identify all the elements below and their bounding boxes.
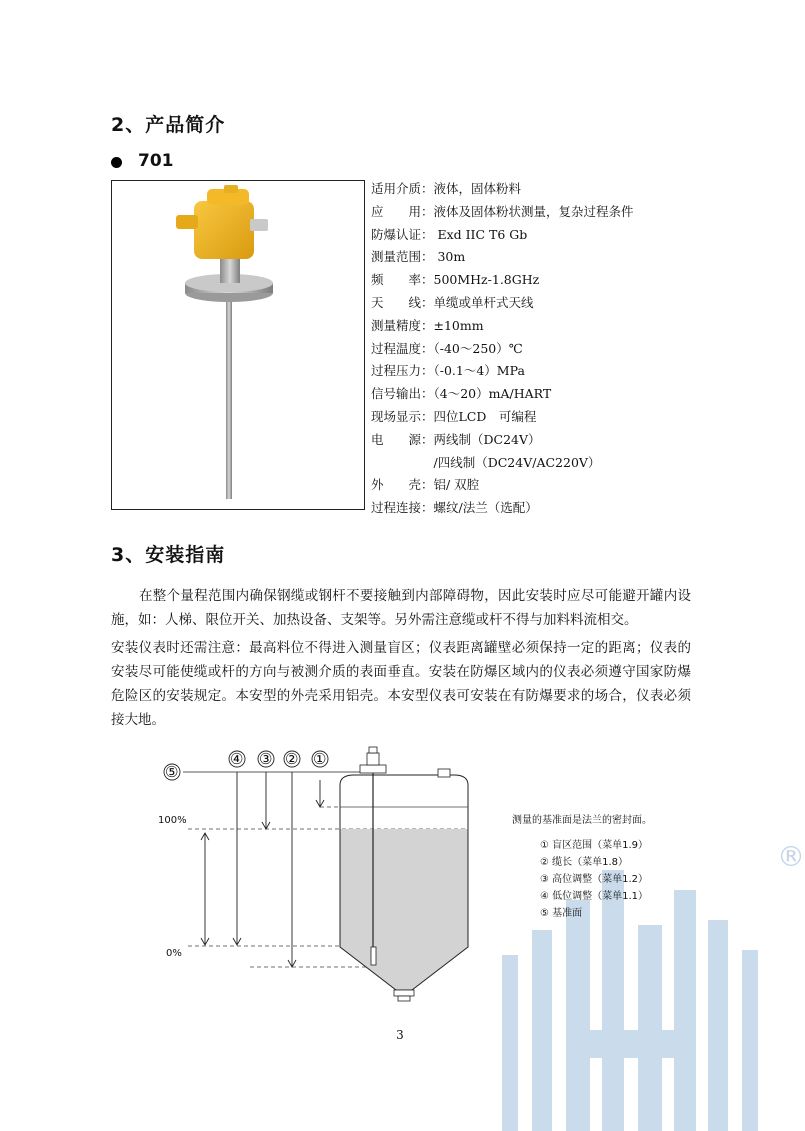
spec-item: 天 线：单缆或单杆式天线 bbox=[371, 294, 534, 310]
diagram-legend bbox=[512, 812, 652, 922]
section-3-heading: 3、安装指南 bbox=[111, 544, 226, 566]
section-2-heading: 2、产品简介 bbox=[111, 114, 226, 136]
spec-item: 适用介质：液体，固体粉料 bbox=[371, 181, 522, 196]
legend-item: ① 盲区范围（菜单1.9） bbox=[540, 840, 649, 851]
product-photo bbox=[111, 180, 365, 510]
spec-item: /四线制（DC24V/AC220V） bbox=[371, 454, 601, 470]
spec-item: 应 用：液体及固体粉状测量，复杂过程条件 bbox=[371, 203, 634, 219]
legend-title: 测量的基准面是法兰的密封面。 bbox=[512, 815, 652, 826]
spec-item: 测量范围： 30m bbox=[371, 249, 466, 265]
spec-item: 信号输出：（4～20）mA/HART bbox=[371, 386, 552, 402]
legend-item: ③ 高位调整（菜单1.2） bbox=[540, 874, 649, 885]
install-paragraph-2: 安装仪表时还需注意：最高料位不得进入测量盲区；仪表距离罐壁必须保持一定的距离；仪表的安装尽可能使缆或杆的方向与被测介质的表面垂直。安装在防爆区域内的仪表必须遵守国家防爆危险区的安装规定。本安型的外壳采用铝壳。本安型仪表可安装在有防爆要求的场合，仪表必须接大地。 bbox=[111, 640, 691, 728]
installation-diagram bbox=[150, 745, 500, 1010]
model-name: 701 bbox=[138, 151, 174, 171]
spec-item: 过程温度：（-40～250）℃ bbox=[371, 340, 523, 356]
bullet-icon bbox=[111, 157, 122, 168]
spec-item: 现场显示：四位LCD 可编程 bbox=[371, 408, 537, 424]
legend-item: ④ 低位调整（菜单1.1） bbox=[540, 891, 649, 902]
page-number: 3 bbox=[396, 1028, 404, 1042]
spec-item: 外 壳：铝/ 双腔 bbox=[371, 477, 480, 493]
marker-4: ④ bbox=[230, 750, 244, 768]
level-0-label: 0% bbox=[166, 948, 182, 959]
radar-level-gauge-image bbox=[112, 181, 364, 509]
spec-item: 频 率：500MHz-1.8GHz bbox=[371, 272, 540, 288]
legend-item: ② 缆长（菜单1.8） bbox=[540, 857, 629, 868]
spec-item: 电 源：两线制（DC24V） bbox=[371, 431, 541, 447]
spec-list bbox=[371, 178, 634, 520]
registered-mark: ® bbox=[777, 840, 805, 873]
level-100-label: 100% bbox=[158, 815, 187, 826]
marker-5: ⑤ bbox=[165, 763, 179, 781]
legend-item: ⑤ 基准面 bbox=[540, 908, 583, 919]
marker-2: ② bbox=[285, 750, 299, 768]
install-paragraph-1: 在整个量程范围内确保钢缆或钢杆不要接触到内部障碍物，因此安装时应尽可能避开罐内设施，如：人梯、限位开关、加热设备、支架等。另外需注意缆或杆不得与加料料流相交。 bbox=[111, 588, 691, 628]
spec-item: 过程压力：（-0.1～4）MPa bbox=[371, 363, 525, 379]
spec-item: 防爆认证： Exd IIC T6 Gb bbox=[371, 226, 528, 242]
spec-item: 过程连接：螺纹/法兰（选配） bbox=[371, 500, 538, 516]
marker-3: ③ bbox=[259, 750, 273, 768]
spec-item: 测量精度：±10mm bbox=[371, 317, 484, 333]
marker-1: ① bbox=[313, 750, 327, 768]
